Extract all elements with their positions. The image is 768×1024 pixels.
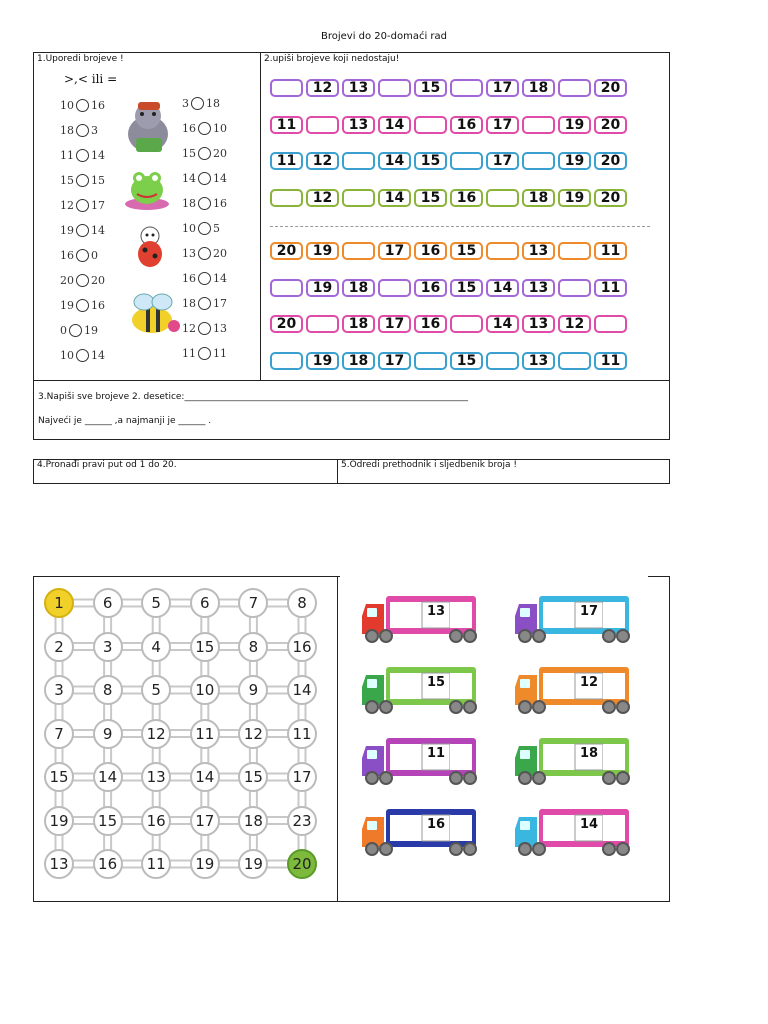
compare-number-b: 18 bbox=[206, 97, 220, 110]
maze-node[interactable]: 16 bbox=[93, 849, 123, 879]
number-cell: 14 bbox=[378, 116, 411, 134]
successor-slot[interactable] bbox=[603, 744, 625, 770]
number-cell: 19 bbox=[306, 279, 339, 297]
number-cell: 15 bbox=[414, 79, 447, 97]
successor-slot[interactable] bbox=[603, 673, 625, 699]
predecessor-slot[interactable] bbox=[543, 815, 575, 841]
number-cell: 20 bbox=[594, 79, 627, 97]
compare-number-b: 11 bbox=[213, 347, 227, 360]
number-cell: 11 bbox=[270, 116, 303, 134]
compare-number-a: 16 bbox=[60, 249, 74, 262]
maze-node[interactable]: 5 bbox=[141, 588, 171, 618]
truck-number: 13 bbox=[426, 604, 446, 619]
number-cell: 16 bbox=[414, 242, 447, 260]
compare-number-a: 10 bbox=[60, 349, 74, 362]
compare-number-b: 14 bbox=[91, 224, 105, 237]
number-cell: 18 bbox=[342, 352, 375, 370]
number-cell: 17 bbox=[378, 352, 411, 370]
number-cell: 15 bbox=[450, 279, 483, 297]
number-cell: 18 bbox=[342, 279, 375, 297]
truck[interactable] bbox=[513, 663, 633, 715]
number-cell: 17 bbox=[378, 315, 411, 333]
number-cell: 14 bbox=[486, 279, 519, 297]
maze-node[interactable]: 9 bbox=[93, 719, 123, 749]
maze-node[interactable]: 11 bbox=[190, 719, 220, 749]
number-cell: 19 bbox=[306, 352, 339, 370]
number-cell: 13 bbox=[342, 79, 375, 97]
truck[interactable] bbox=[360, 805, 480, 857]
compare-number-a: 15 bbox=[60, 174, 74, 187]
truck-number: 16 bbox=[426, 817, 446, 832]
compare-number-a: 19 bbox=[60, 299, 74, 312]
number-cell: 11 bbox=[594, 242, 627, 260]
maze-node[interactable]: 8 bbox=[287, 588, 317, 618]
compare-number-a: 0 bbox=[60, 324, 67, 337]
number-cell: 11 bbox=[594, 279, 627, 297]
maze-start-node[interactable]: 1 bbox=[44, 588, 74, 618]
maze-node[interactable]: 9 bbox=[238, 675, 268, 705]
maze-node[interactable]: 19 bbox=[190, 849, 220, 879]
maze-node[interactable]: 17 bbox=[190, 806, 220, 836]
number-cell: 20 bbox=[594, 189, 627, 207]
successor-slot[interactable] bbox=[603, 602, 625, 628]
number-cell: 20 bbox=[594, 152, 627, 170]
number-cell: 16 bbox=[450, 116, 483, 134]
compare-number-b: 16 bbox=[213, 197, 227, 210]
number-cell: 18 bbox=[522, 189, 555, 207]
maze-node[interactable]: 11 bbox=[287, 719, 317, 749]
maze-node[interactable]: 8 bbox=[93, 675, 123, 705]
truck-number: 12 bbox=[579, 675, 599, 690]
maze-node[interactable]: 12 bbox=[141, 719, 171, 749]
maze-node[interactable]: 16 bbox=[287, 632, 317, 662]
number-cell: 18 bbox=[342, 315, 375, 333]
maze-node[interactable]: 6 bbox=[93, 588, 123, 618]
maze-node[interactable]: 15 bbox=[238, 762, 268, 792]
maze-node[interactable]: 17 bbox=[287, 762, 317, 792]
maze-node[interactable]: 4 bbox=[141, 632, 171, 662]
compare-number-a: 16 bbox=[182, 272, 196, 285]
compare-number-a: 13 bbox=[182, 247, 196, 260]
compare-number-b: 3 bbox=[91, 124, 98, 137]
maze-node[interactable]: 11 bbox=[141, 849, 171, 879]
truck[interactable] bbox=[513, 592, 633, 644]
number-cell: 15 bbox=[450, 242, 483, 260]
compare-number-a: 16 bbox=[182, 122, 196, 135]
compare-number-b: 20 bbox=[213, 147, 227, 160]
truck[interactable] bbox=[513, 734, 633, 786]
maze-node[interactable]: 10 bbox=[190, 675, 220, 705]
compare-number-b: 14 bbox=[213, 272, 227, 285]
compare-number-a: 12 bbox=[60, 199, 74, 212]
page-title: Brojevi do 20-domaći rad bbox=[320, 31, 448, 42]
successor-slot[interactable] bbox=[603, 815, 625, 841]
number-cell: 14 bbox=[378, 189, 411, 207]
truck[interactable] bbox=[360, 734, 480, 786]
number-cell: 13 bbox=[342, 116, 375, 134]
maze-node[interactable]: 19 bbox=[44, 806, 74, 836]
number-cell: 13 bbox=[522, 315, 555, 333]
truck-number: 14 bbox=[579, 817, 599, 832]
maze-node[interactable]: 7 bbox=[44, 719, 74, 749]
compare-number-b: 16 bbox=[91, 299, 105, 312]
number-cell: 16 bbox=[414, 315, 447, 333]
maze-node[interactable]: 18 bbox=[238, 806, 268, 836]
number-cell: 12 bbox=[558, 315, 591, 333]
compare-number-b: 15 bbox=[91, 174, 105, 187]
compare-number-a: 20 bbox=[60, 274, 74, 287]
successor-slot[interactable] bbox=[450, 815, 472, 841]
maze-node[interactable]: 3 bbox=[93, 632, 123, 662]
successor-slot[interactable] bbox=[450, 744, 472, 770]
task3-line1[interactable]: 3.Napiši sve brojeve 2. desetice:_______________________________________________________________ bbox=[38, 392, 468, 402]
task4-label: 4.Pronađi pravi put od 1 do 20. bbox=[37, 460, 177, 470]
truck-number: 11 bbox=[426, 746, 446, 761]
maze-node[interactable]: 14 bbox=[93, 762, 123, 792]
compare-number-b: 17 bbox=[91, 199, 105, 212]
number-cell: 18 bbox=[522, 79, 555, 97]
number-cell: 14 bbox=[378, 152, 411, 170]
compare-number-b: 10 bbox=[213, 122, 227, 135]
number-cell: 20 bbox=[270, 315, 303, 333]
number-cell: 11 bbox=[270, 152, 303, 170]
compare-number-a: 15 bbox=[182, 147, 196, 160]
compare-number-a: 18 bbox=[60, 124, 74, 137]
maze-node[interactable]: 23 bbox=[287, 806, 317, 836]
truck[interactable] bbox=[360, 592, 480, 644]
predecessor-slot[interactable] bbox=[390, 744, 422, 770]
compare-number-b: 14 bbox=[91, 349, 105, 362]
number-cell: 12 bbox=[306, 79, 339, 97]
truck[interactable] bbox=[513, 805, 633, 857]
compare-number-a: 10 bbox=[182, 222, 196, 235]
task5-label: 5.Odredi prethodnik i sljedbenik broja ! bbox=[341, 460, 518, 470]
compare-number-a: 12 bbox=[182, 322, 196, 335]
compare-number-b: 14 bbox=[91, 149, 105, 162]
number-cell: 16 bbox=[414, 279, 447, 297]
number-cell: 17 bbox=[378, 242, 411, 260]
number-cell: 15 bbox=[414, 152, 447, 170]
maze-end-node[interactable]: 20 bbox=[287, 849, 317, 879]
number-cell: 19 bbox=[558, 116, 591, 134]
number-cell: 12 bbox=[306, 189, 339, 207]
maze-node[interactable]: 19 bbox=[238, 849, 268, 879]
truck-number: 18 bbox=[579, 746, 599, 761]
number-cell: 15 bbox=[414, 189, 447, 207]
compare-number-b: 14 bbox=[213, 172, 227, 185]
compare-number-a: 14 bbox=[182, 172, 196, 185]
maze-node[interactable]: 14 bbox=[190, 762, 220, 792]
number-cell: 12 bbox=[306, 152, 339, 170]
number-cell: 17 bbox=[486, 152, 519, 170]
compare-number-a: 18 bbox=[182, 297, 196, 310]
compare-number-b: 5 bbox=[213, 222, 220, 235]
task2-label: 2.upiši brojeve koji nedostaju! bbox=[264, 54, 400, 64]
number-cell: 19 bbox=[558, 152, 591, 170]
compare-number-b: 20 bbox=[91, 274, 105, 287]
maze-node[interactable]: 5 bbox=[141, 675, 171, 705]
predecessor-slot[interactable] bbox=[543, 673, 575, 699]
maze-node[interactable]: 15 bbox=[93, 806, 123, 836]
maze-node[interactable]: 14 bbox=[287, 675, 317, 705]
compare-number-b: 17 bbox=[213, 297, 227, 310]
number-cell: 20 bbox=[594, 116, 627, 134]
truck-number: 17 bbox=[579, 604, 599, 619]
compare-number-a: 3 bbox=[182, 97, 189, 110]
maze-node[interactable]: 6 bbox=[190, 588, 220, 618]
number-cell: 19 bbox=[306, 242, 339, 260]
number-cell: 15 bbox=[450, 352, 483, 370]
predecessor-slot[interactable] bbox=[390, 673, 422, 699]
predecessor-slot[interactable] bbox=[390, 815, 422, 841]
compare-number-b: 16 bbox=[91, 99, 105, 112]
task3-line2[interactable]: Najveći je ______ ,a najmanji je ______ . bbox=[38, 416, 212, 426]
number-cell: 11 bbox=[594, 352, 627, 370]
successor-slot[interactable] bbox=[450, 673, 472, 699]
number-cell: 17 bbox=[486, 79, 519, 97]
maze-node[interactable]: 13 bbox=[44, 849, 74, 879]
compare-number-b: 20 bbox=[213, 247, 227, 260]
compare-number-a: 11 bbox=[182, 347, 196, 360]
maze-node[interactable]: 3 bbox=[44, 675, 74, 705]
number-cell: 16 bbox=[450, 189, 483, 207]
maze-node[interactable]: 16 bbox=[141, 806, 171, 836]
number-cell: 17 bbox=[486, 116, 519, 134]
number-cell: 13 bbox=[522, 279, 555, 297]
maze-node[interactable]: 15 bbox=[44, 762, 74, 792]
maze-node[interactable]: 8 bbox=[238, 632, 268, 662]
task1-label: 1.Uporedi brojeve ! bbox=[37, 54, 124, 64]
number-cell: 13 bbox=[522, 352, 555, 370]
compare-number-a: 18 bbox=[182, 197, 196, 210]
task1-symbols: >,< ili = bbox=[64, 72, 118, 86]
truck[interactable] bbox=[360, 663, 480, 715]
compare-number-a: 10 bbox=[60, 99, 74, 112]
truck-number: 15 bbox=[426, 675, 446, 690]
number-cell: 14 bbox=[486, 315, 519, 333]
compare-number-b: 0 bbox=[91, 249, 98, 262]
predecessor-slot[interactable] bbox=[543, 602, 575, 628]
number-cell: 20 bbox=[270, 242, 303, 260]
number-cell: 13 bbox=[522, 242, 555, 260]
maze-node[interactable]: 2 bbox=[44, 632, 74, 662]
compare-number-a: 11 bbox=[60, 149, 74, 162]
compare-number-b: 13 bbox=[213, 322, 227, 335]
number-cell: 19 bbox=[558, 189, 591, 207]
maze-node[interactable]: 12 bbox=[238, 719, 268, 749]
compare-number-b: 19 bbox=[84, 324, 98, 337]
predecessor-slot[interactable] bbox=[543, 744, 575, 770]
maze-node[interactable]: 13 bbox=[141, 762, 171, 792]
successor-slot[interactable] bbox=[450, 602, 472, 628]
maze-node[interactable]: 15 bbox=[190, 632, 220, 662]
predecessor-slot[interactable] bbox=[390, 602, 422, 628]
compare-number-a: 19 bbox=[60, 224, 74, 237]
maze-node[interactable]: 7 bbox=[238, 588, 268, 618]
